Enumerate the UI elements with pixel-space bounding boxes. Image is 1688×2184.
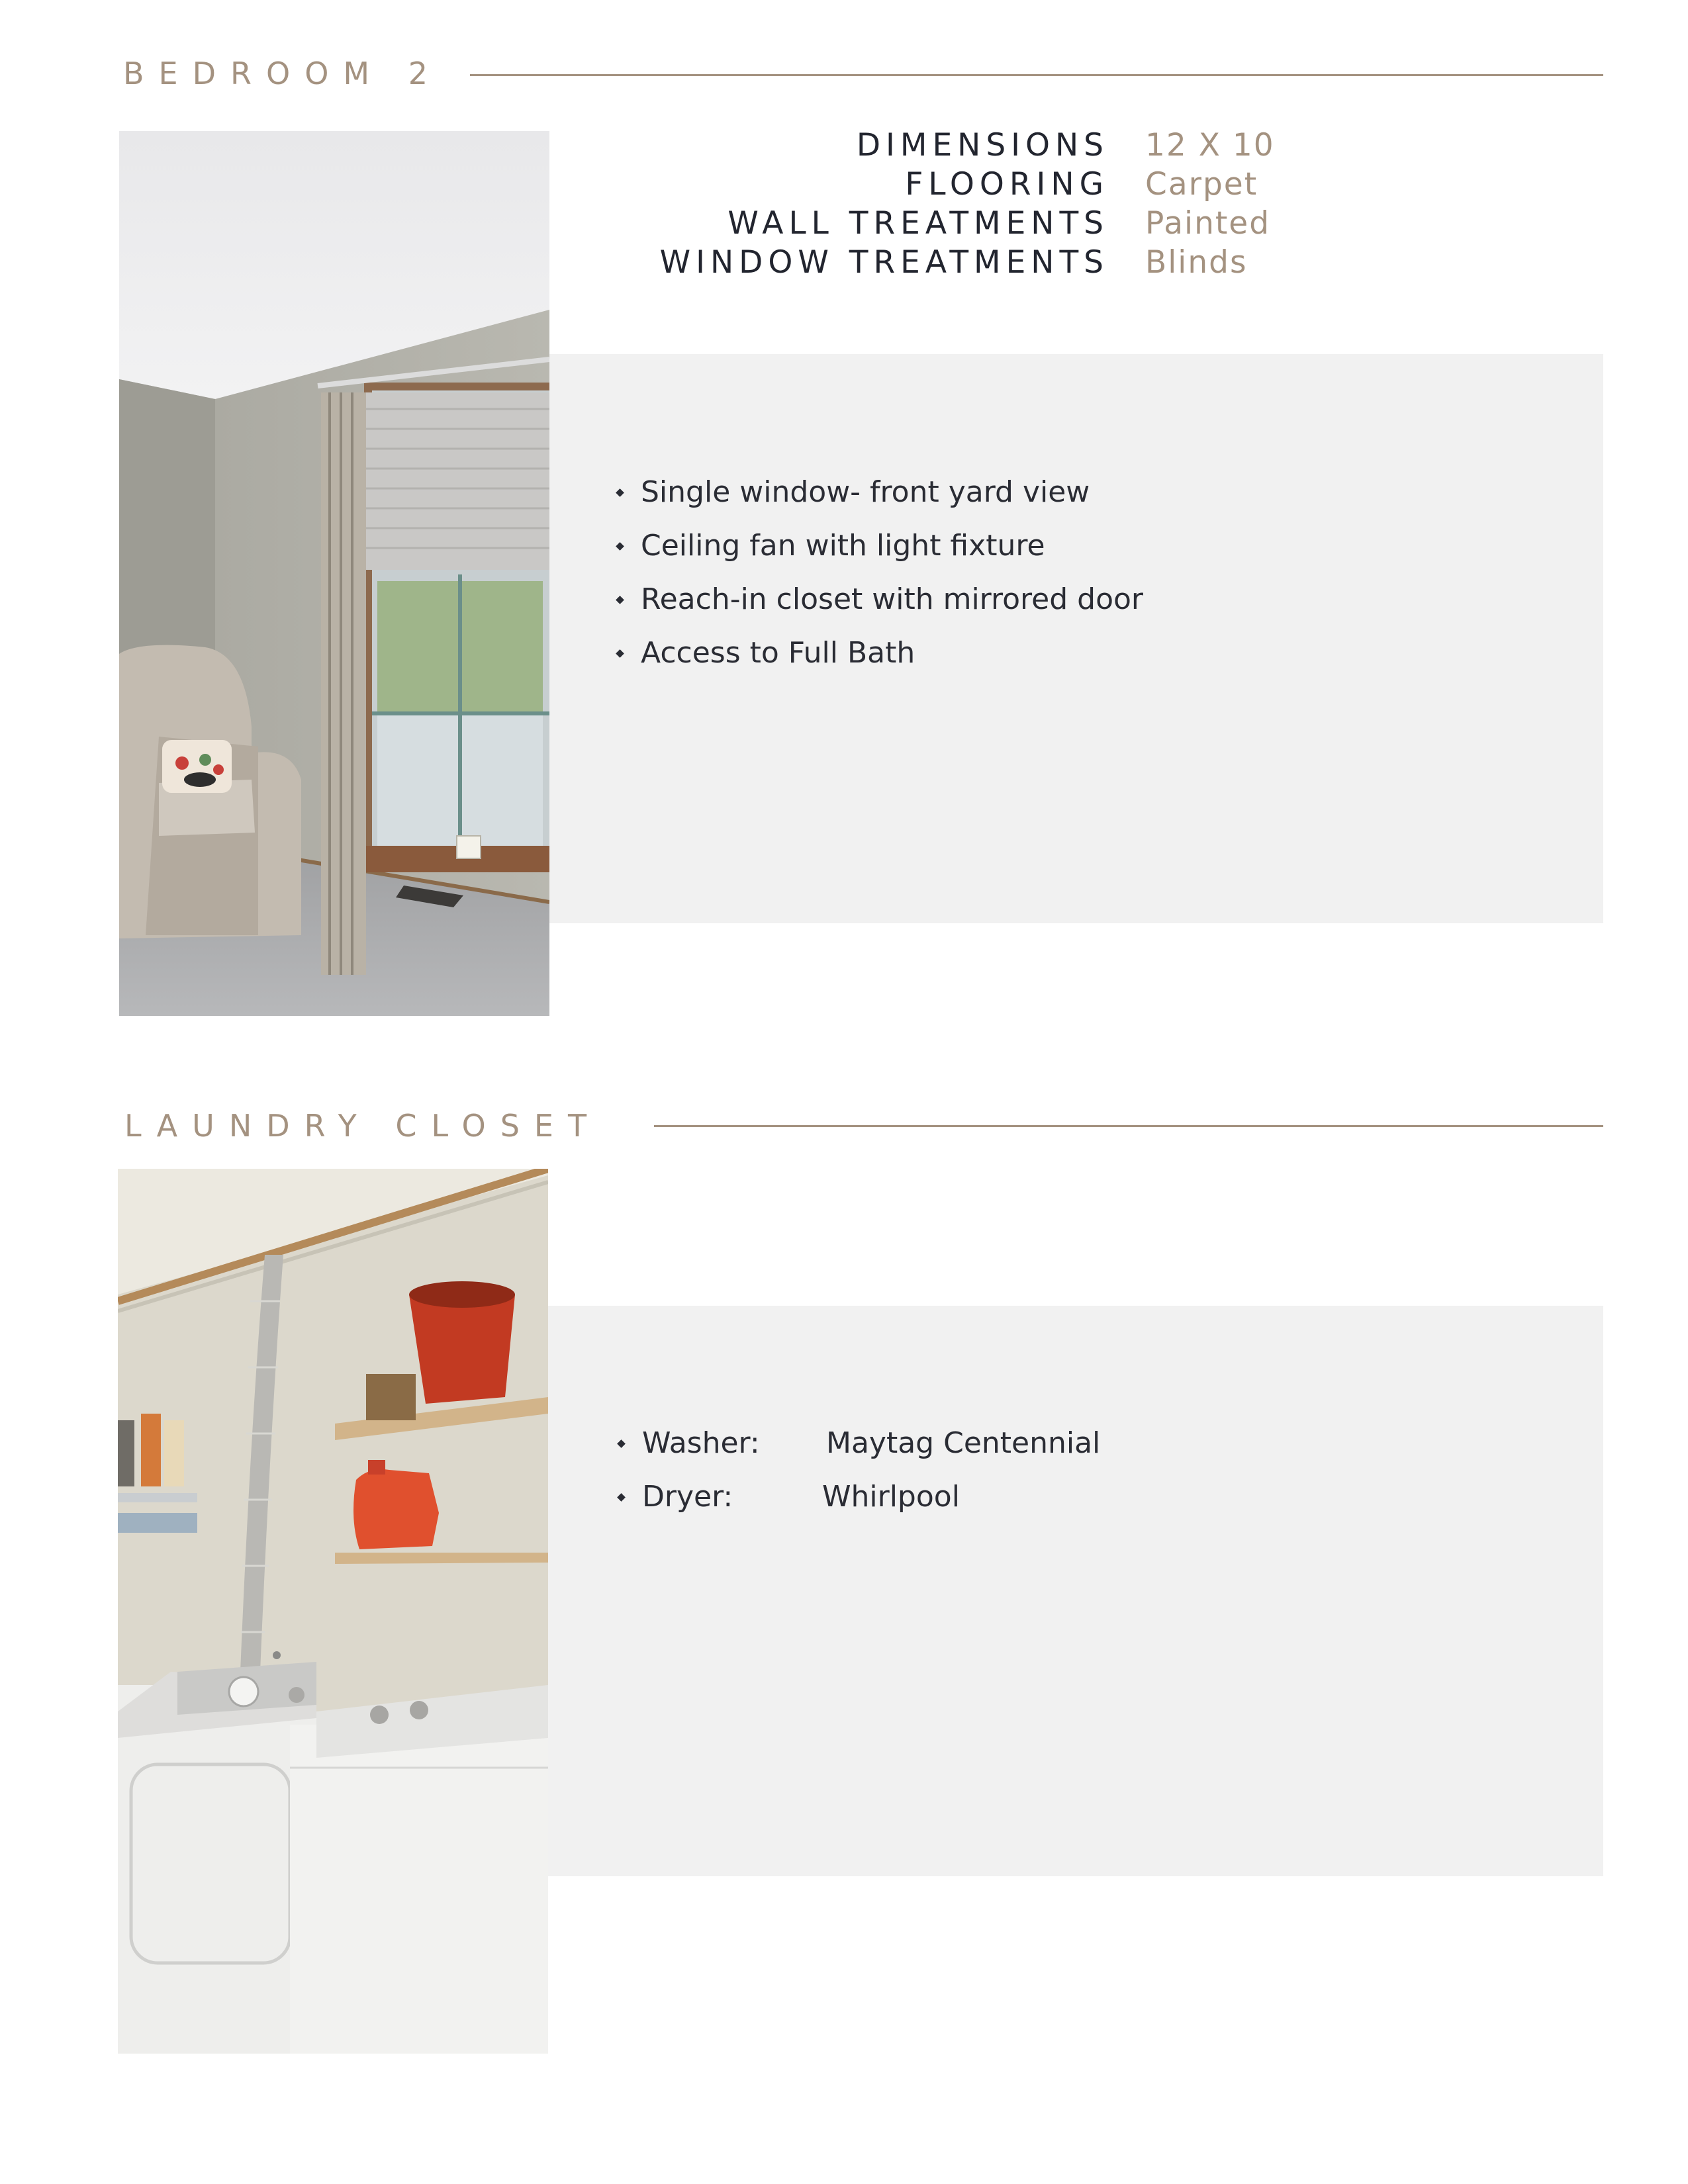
appliance-label: Washer: bbox=[642, 1426, 760, 1460]
feature-text: Single window- front yard view bbox=[641, 475, 1090, 509]
bullet-icon bbox=[616, 488, 624, 497]
spec-row-flooring bbox=[569, 165, 1430, 204]
bedroom-title-rule bbox=[470, 74, 1603, 76]
bedroom-photo bbox=[119, 131, 549, 1016]
list-item bbox=[618, 1470, 1100, 1524]
laundry-title-rule bbox=[654, 1125, 1603, 1127]
bullet-icon bbox=[617, 1493, 626, 1502]
feature-text: Ceiling fan with light fixture bbox=[641, 529, 1045, 563]
spec-value: Painted bbox=[1145, 205, 1271, 242]
bedroom-feature-list bbox=[617, 465, 1143, 680]
spec-label: WINDOW TREATMENTS bbox=[659, 244, 1109, 281]
spec-value: Blinds bbox=[1145, 244, 1248, 281]
appliance-value: Maytag Centennial bbox=[826, 1426, 1101, 1460]
bullet-icon bbox=[616, 649, 624, 658]
list-item bbox=[617, 572, 1143, 626]
spec-value: Carpet bbox=[1145, 166, 1258, 203]
feature-text: Reach-in closet with mirrored door bbox=[641, 582, 1143, 616]
list-item bbox=[618, 1416, 1100, 1470]
appliance-label: Dryer: bbox=[642, 1480, 733, 1514]
laundry-section-title: LAUNDRY CLOSET bbox=[124, 1108, 602, 1144]
laundry-details-panel bbox=[548, 1306, 1603, 1876]
bedroom-specs bbox=[569, 126, 1430, 282]
list-item bbox=[617, 626, 1143, 680]
spec-label: FLOORING bbox=[905, 166, 1109, 203]
bullet-icon bbox=[616, 596, 624, 604]
laundry-appliance-list bbox=[618, 1416, 1100, 1524]
spec-row-window-treatments bbox=[569, 243, 1430, 282]
laundry-photo bbox=[118, 1169, 548, 2054]
list-item bbox=[617, 519, 1143, 572]
bullet-icon bbox=[616, 542, 624, 551]
appliance-value: Whirlpool bbox=[822, 1480, 960, 1514]
spec-row-wall-treatments bbox=[569, 204, 1430, 243]
spec-label: WALL TREATMENTS bbox=[727, 205, 1109, 242]
spec-row-dimensions bbox=[569, 126, 1430, 165]
list-item bbox=[617, 465, 1143, 519]
spec-label: DIMENSIONS bbox=[856, 127, 1109, 163]
bullet-icon bbox=[617, 1439, 626, 1448]
bedroom-section-title: BEDROOM 2 bbox=[123, 56, 442, 91]
feature-text: Access to Full Bath bbox=[641, 636, 915, 670]
spec-value: 12 X 10 bbox=[1145, 127, 1275, 163]
